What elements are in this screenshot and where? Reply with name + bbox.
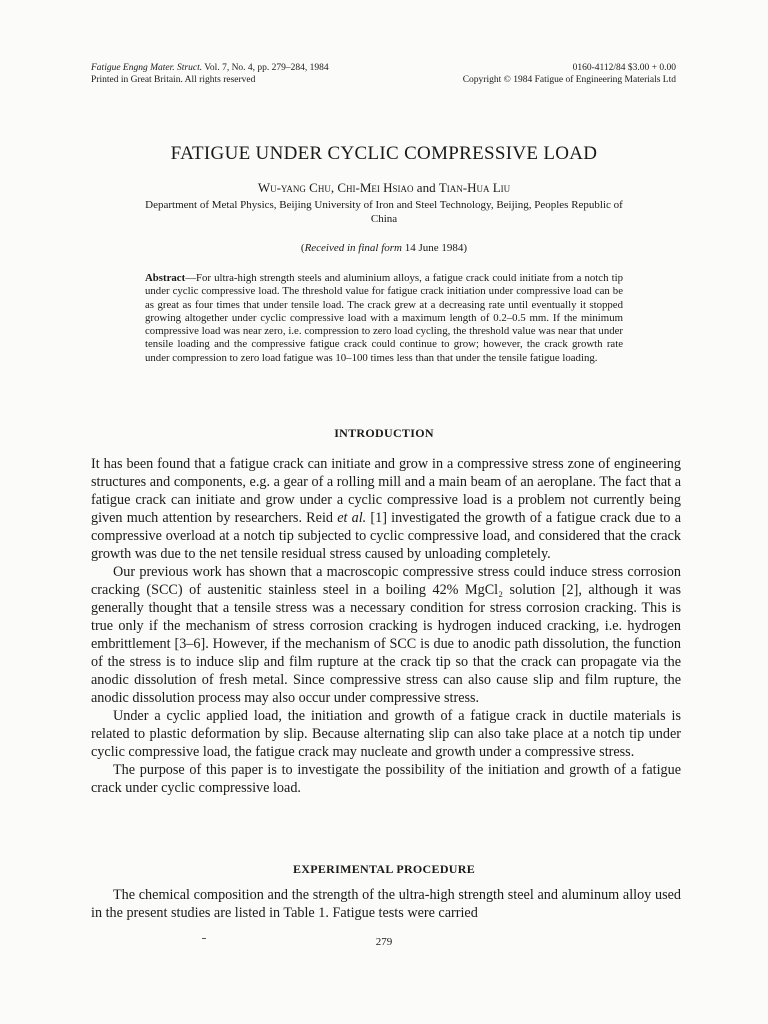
abstract-text: —For ultra-high strength steels and aluminium alloys, a fatigue crack could initiate from a notch tip under cyclic compressive load. The threshold value for fatigue crack initiation under compressive load can be as great as four times that under tensile load. The crack grew at a decreasing rate until eventually it stopped growing altogether under cyclic compressive load with a maximum length of 0.2–0.5 mm. If the minimum compressive load was near zero, i.e. compression to zero load cycling, the threshold value was near that under tensile loading and the compressive fatigue crack could continue to grow; however, the crack growth rate under compression to zero load fatigue was 10–100 times less than that under the tensile fatigue loading. (145, 272, 623, 364)
received-open: ( (300, 242, 305, 254)
author-separator: , (330, 180, 338, 195)
article-code: 0160-4112/84 $3.00 + 0.00 (572, 63, 676, 73)
author-2: Chi-Mei Hsiao (337, 180, 414, 195)
journal-volume: Vol. 7, No. 4, pp. 279–284, 1984 (202, 63, 329, 73)
author-3: Tian-Hua Liu (438, 180, 511, 195)
intro-paragraph-2: Our previous work has shown that a macroscopic compressive stress could induce stress corrosion cracking (SCC) of austenitic stainless steel in a boiling 42% MgCl₂ solution [2], although it was generally thought that a tensile stress was a necessary condition for stress corrosion cracking. This is true only if the mechanism of stress corrosion cracking is hydrogen induced cracking, i.e. hydrogen embrittlement [3–6]. However, if the mechanism of SCC is due to anodic path dissolution, the function of the stress is to induce slip and film rupture at the crack tip so that the crack can propagate via the anodic dissolution of fresh metal. Since compressive stress can also cause slip and film rupture, the anodic dissolution process may also occur under compressive stress. (91, 564, 681, 706)
paper-title: FATIGUE UNDER CYCLIC COMPRESSIVE LOAD (170, 143, 598, 164)
copyright-notice: Copyright © 1984 Fatigue of Engineering Materials Ltd (462, 75, 676, 85)
journal-name: Fatigue Engng Mater. Struct. (91, 63, 203, 73)
received-date-value: 14 June 1984) (402, 242, 468, 254)
introduction-heading: INTRODUCTION (334, 426, 434, 440)
intro-p1-etal: et al. (337, 510, 367, 526)
page-number: 279 (375, 936, 393, 948)
abstract (145, 272, 623, 365)
intro-p1-part-b: [1] investigated the growth of a fatigue crack due to a compressive overload at a notch tip subjected to cyclic compressive load, and considered that the crack growth was due to the net tensile residual stress caused by unloading completely. (91, 510, 682, 562)
experimental-heading: EXPERIMENTAL PROCEDURE (292, 862, 476, 876)
copyright-header (346, 62, 676, 86)
experimental-paragraph-1: The chemical composition and the strength of the ultra-high strength steel and aluminum alloy used in the present studies are listed in Table 1. Fatigue tests were carried (91, 887, 681, 921)
experimental-body (91, 886, 681, 922)
intro-p1-part-a: It has been found that a fatigue crack can initiate and grow in a compressive stress zone of engineering structures and components, e.g. a gear of a rolling mill and a main beam of an aeroplane. The fact that a fatigue crack can initiate and grow under a cyclic compressive load is a problem not currently being given much attention by researchers. Reid (91, 456, 681, 526)
author-1: Wu-yang Chu (257, 180, 331, 195)
author-and: and (413, 180, 439, 195)
received-label: Received in final form (304, 242, 403, 254)
intro-paragraph-1 (91, 455, 681, 563)
abstract-label: Abstract (145, 272, 186, 284)
intro-paragraph-4: The purpose of this paper is to investigate the possibility of the initiation and growth of a fatigue crack under cyclic compressive load. (91, 762, 681, 796)
author-list (0, 180, 768, 196)
received-date (0, 242, 768, 254)
intro-paragraph-3: Under a cyclic applied load, the initiation and growth of a fatigue crack in ductile materials is related to plastic deformation by slip. Because alternating slip can also take place at a notch tip under cyclic compressive load, the fatigue crack may nucleate and growth under a compressive stress. (91, 708, 681, 760)
printed-notice: Printed in Great Britain. All rights reserved (91, 75, 256, 85)
affiliation: Department of Metal Physics, Beijing University of Iron and Steel Technology, Beijing, Peoples Republic of China (145, 199, 623, 225)
introduction-body (91, 455, 681, 797)
